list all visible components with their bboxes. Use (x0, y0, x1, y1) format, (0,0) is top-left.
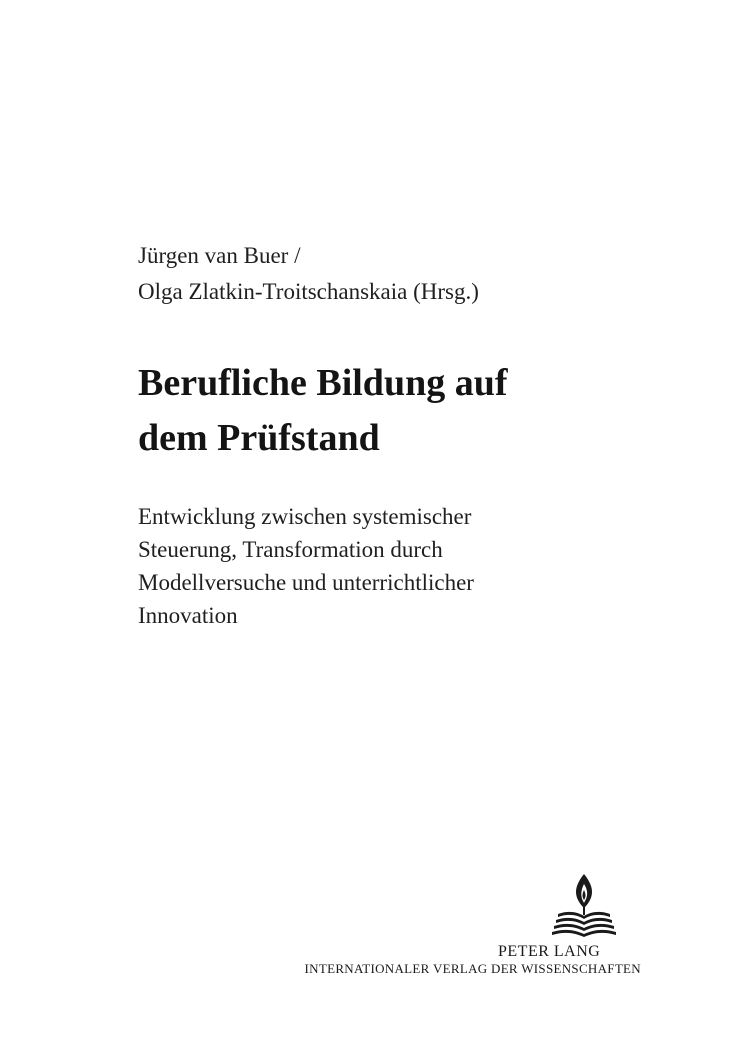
publisher-name: PETER LANG (498, 943, 601, 960)
editor-line-1: Jürgen van Buer / (138, 243, 301, 268)
book-title (138, 356, 718, 466)
editor-line-2: Olga Zlatkin-Troitschanskaia (Hrsg.) (138, 279, 479, 304)
editors-block (138, 238, 698, 310)
flame-on-open-book-icon (548, 870, 620, 942)
title-line-1: Berufliche Bildung auf (138, 362, 508, 404)
book-subtitle (138, 500, 718, 632)
subtitle-line-2: Steuerung, Transformation durch (138, 537, 443, 562)
subtitle-line-1: Entwicklung zwischen systemischer (138, 504, 472, 529)
subtitle-line-3: Modellversuche und unterrichtlicher (138, 570, 474, 595)
publisher-tagline: INTERNATIONALER VERLAG DER WISSENSCHAFTEN (304, 961, 641, 976)
title-line-2: dem Prüfstand (138, 417, 380, 459)
subtitle-line-4: Innovation (138, 603, 238, 628)
publisher-block (0, 870, 740, 980)
